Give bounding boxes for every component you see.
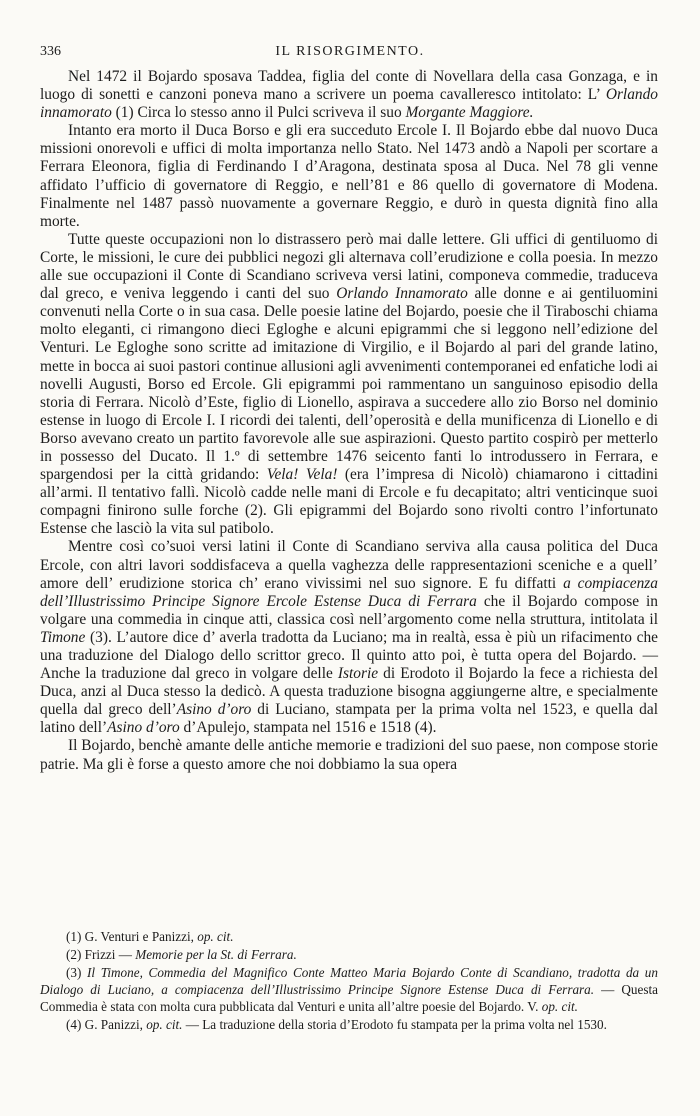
text-run: (3) [66,965,88,981]
footnote [40,928,658,945]
text-run: Nel 1472 il Bojardo sposava Taddea, figlia del conte di Novellara della casa Gonzaga, e in luogo di sonetti e canzoni poneva mano a scrivere un poema cavalleresco intitolato: L’ [40,68,658,104]
text-run: (era l’impresa di Nicolò) chiamarono i cittadini all’armi. Il tentativo fallì. Nicolò cadde nelle mani di Ercole e fu decapitato; altri venticinque suoi compagni finirono sulle forche (2). Gli epigrammi del Bojardo sono rivolti contro l’infortunato Estense che lasciò la vita sul patibolo. [40,466,659,538]
text-run: (3). L’autore dice d’ averla tradotta da Luciano; ma in realtà, essa è più un rifacimento che una traduzione del Dialogo dello scrittor greco. Il quinto atto poi, è tutta opera del Bojardo. — Anche la traduzione dal greco in volgare delle [40,628,658,683]
text-run: di Erodoto il Bojardo la fece a richiesta del Duca, anzi al Duca stesso la dedicò. A questa traduzione bisogna aggiungerne altre, e specialmente quella dal greco dell’ [40,665,658,719]
footnote [40,1016,658,1033]
text-run: (1) G. Venturi e Panizzi, [66,929,198,944]
paragraph [40,231,658,539]
text-run: Intanto era morto il Duca Borso e gli era succeduto Ercole I. Il Bojardo ebbe dal nuovo Duca missioni onorevoli e uffici di molta importanza nello Stato. Nel 1473 andò a Napoli per scortare a Ferrara Eleonora, figlia di Ferdinando I d’Aragona, destinata sposa al Duca. Nel 78 gli venne affidato l’ufficio di governatore di Reggio, e nell’81 e 86 quello di governatore di Modena. Finalmente nel 1487 passò nuovamente a governare Reggio, e durò in questa dignità fino alla morte. [40,122,658,230]
paragraph [40,538,658,737]
text-run: Tutte queste occupazioni non lo distrassero però mai dalle lettere. Gli uffici di gentiluomo di Corte, le missioni, le cure dei pubblici negozi gli alternava coll’erudizione e colla poesia. In mezzo alle sue occupazioni il Conte di Scandiano scriveva versi latini, componeva commedie, traduceva dal greco, e veniva leggendo i canti del suo [40,230,658,303]
paragraph [40,68,658,122]
text-run: di Luciano, stampata per la prima volta nel 1523, e quella dal latino dell’ [40,701,658,737]
italic-text: Timone [40,628,86,646]
footnote [40,964,658,1015]
text-run: — La traduzione della storia d’Erodoto fu stampata per la prima volta nel 1530. [182,1017,607,1033]
italic-text: Vela! Vela! [266,466,338,484]
text-run: (2) Frizzi — [66,947,136,963]
text-run: — Questa Commedia è stata con molta cura pubblicata dal Venturi e unita all’altre poesie del Bojardo. V. [40,982,659,1015]
text-run: Mentre così co’suoi versi latini il Conte di Scandiano serviva alla causa politica del Duca Ercole, con altri lavori soddisfaceva a quella vaghezza delle rappresentazioni sceniche e a quell’ amore dell’ erudizione storica ch’ erano vivissimi nel suo signore. E fu diffatti [40,538,658,592]
text-run: d’Apulejo, stampata nel 1516 e 1518 (4). [179,719,437,737]
text-run: Il Bojardo, benchè amante delle antiche memorie e tradizioni del suo paese, non compose storie patrie. Ma gli è forse a questo amore che noi dobbiamo la sua opera [40,737,658,773]
italic-text: Memorie per la St. di Ferrara. [135,947,297,963]
paragraph [40,737,658,773]
italic-text: op. cit. [197,929,234,944]
italic-text: Il Timone, Commedia del Magnifico Conte Matteo Maria Bojardo Conte di Scandiano, tradotta da un Dialogo di Luciano, a compiacenza dell’Illustrissimo Principe Signore Estense Duca di Ferrara. [40,965,658,998]
main-text [40,68,658,774]
italic-text: Morgante Maggiore. [405,104,534,122]
italic-text: op. cit. [146,1017,183,1033]
text-run: alle donne e ai gentiluomini convenuti nella Corte o in sua casa. Delle poesie latine del Bojardo, poesie che il Tiraboschi chiama molto eleganti, ci rimangono dieci Egloghe e alcuni epigrammi che si leggono nell’edizione del Venturi. Le Egloghe sono scritte ad imitazione di Virgilio, e il Bojardo al pari del grande latino, mette in bocca ai suoi pastori continue allusioni agli avvenimenti contemporanei ed enfatiche lodi ai novelli Augusti, Borso ed Ercole. Gli epigrammi poi rammentano un sanguinoso episodio della storia di Ferrara. Nicolò d’Este, figlio di Lionello, aspirava a succedere allo zio Borso nel dominio estense in luogo di Ercole I. I ricordi dei talenti, dell’operosità e della munificenza di Lionello e di Borso avevano creato un partito favorevole alle sue aspirazioni. Questo partito cospirò per metterlo in possesso del Ducato. Il 1.º di settembre 1476 seicento fanti lo introdussero in Ferrara, e spargendosi per la città gridando: [40,285,658,484]
italic-text: op. cit. [541,999,578,1015]
paragraph [40,122,658,231]
page-number: 336 [40,44,61,59]
footnote [40,946,658,963]
italic-text: Asino d’oro [107,719,180,737]
text-run: (1) Circa lo stesso anno il Pulci scriveva il suo [111,104,406,122]
text-run: (4) G. Panizzi, [66,1017,147,1033]
italic-text: Orlando innamorato [40,86,658,122]
page-header [40,44,660,64]
footnotes [40,928,658,1035]
italic-text: Asino d’oro [176,701,252,719]
text-run: che il Bojardo compose in volgare una commedia in cinque atti, classica così nell’argomento come nella struttura, intitolata il [40,592,658,628]
italic-text: Istorie [337,665,379,683]
italic-text: a compiacenza dell’Illustrissimo Principe Signore Ercole Estense Duca di Ferrara [40,574,658,610]
italic-text: Orlando Innamorato [336,285,468,303]
running-head: IL RISORGIMENTO. [275,44,425,59]
